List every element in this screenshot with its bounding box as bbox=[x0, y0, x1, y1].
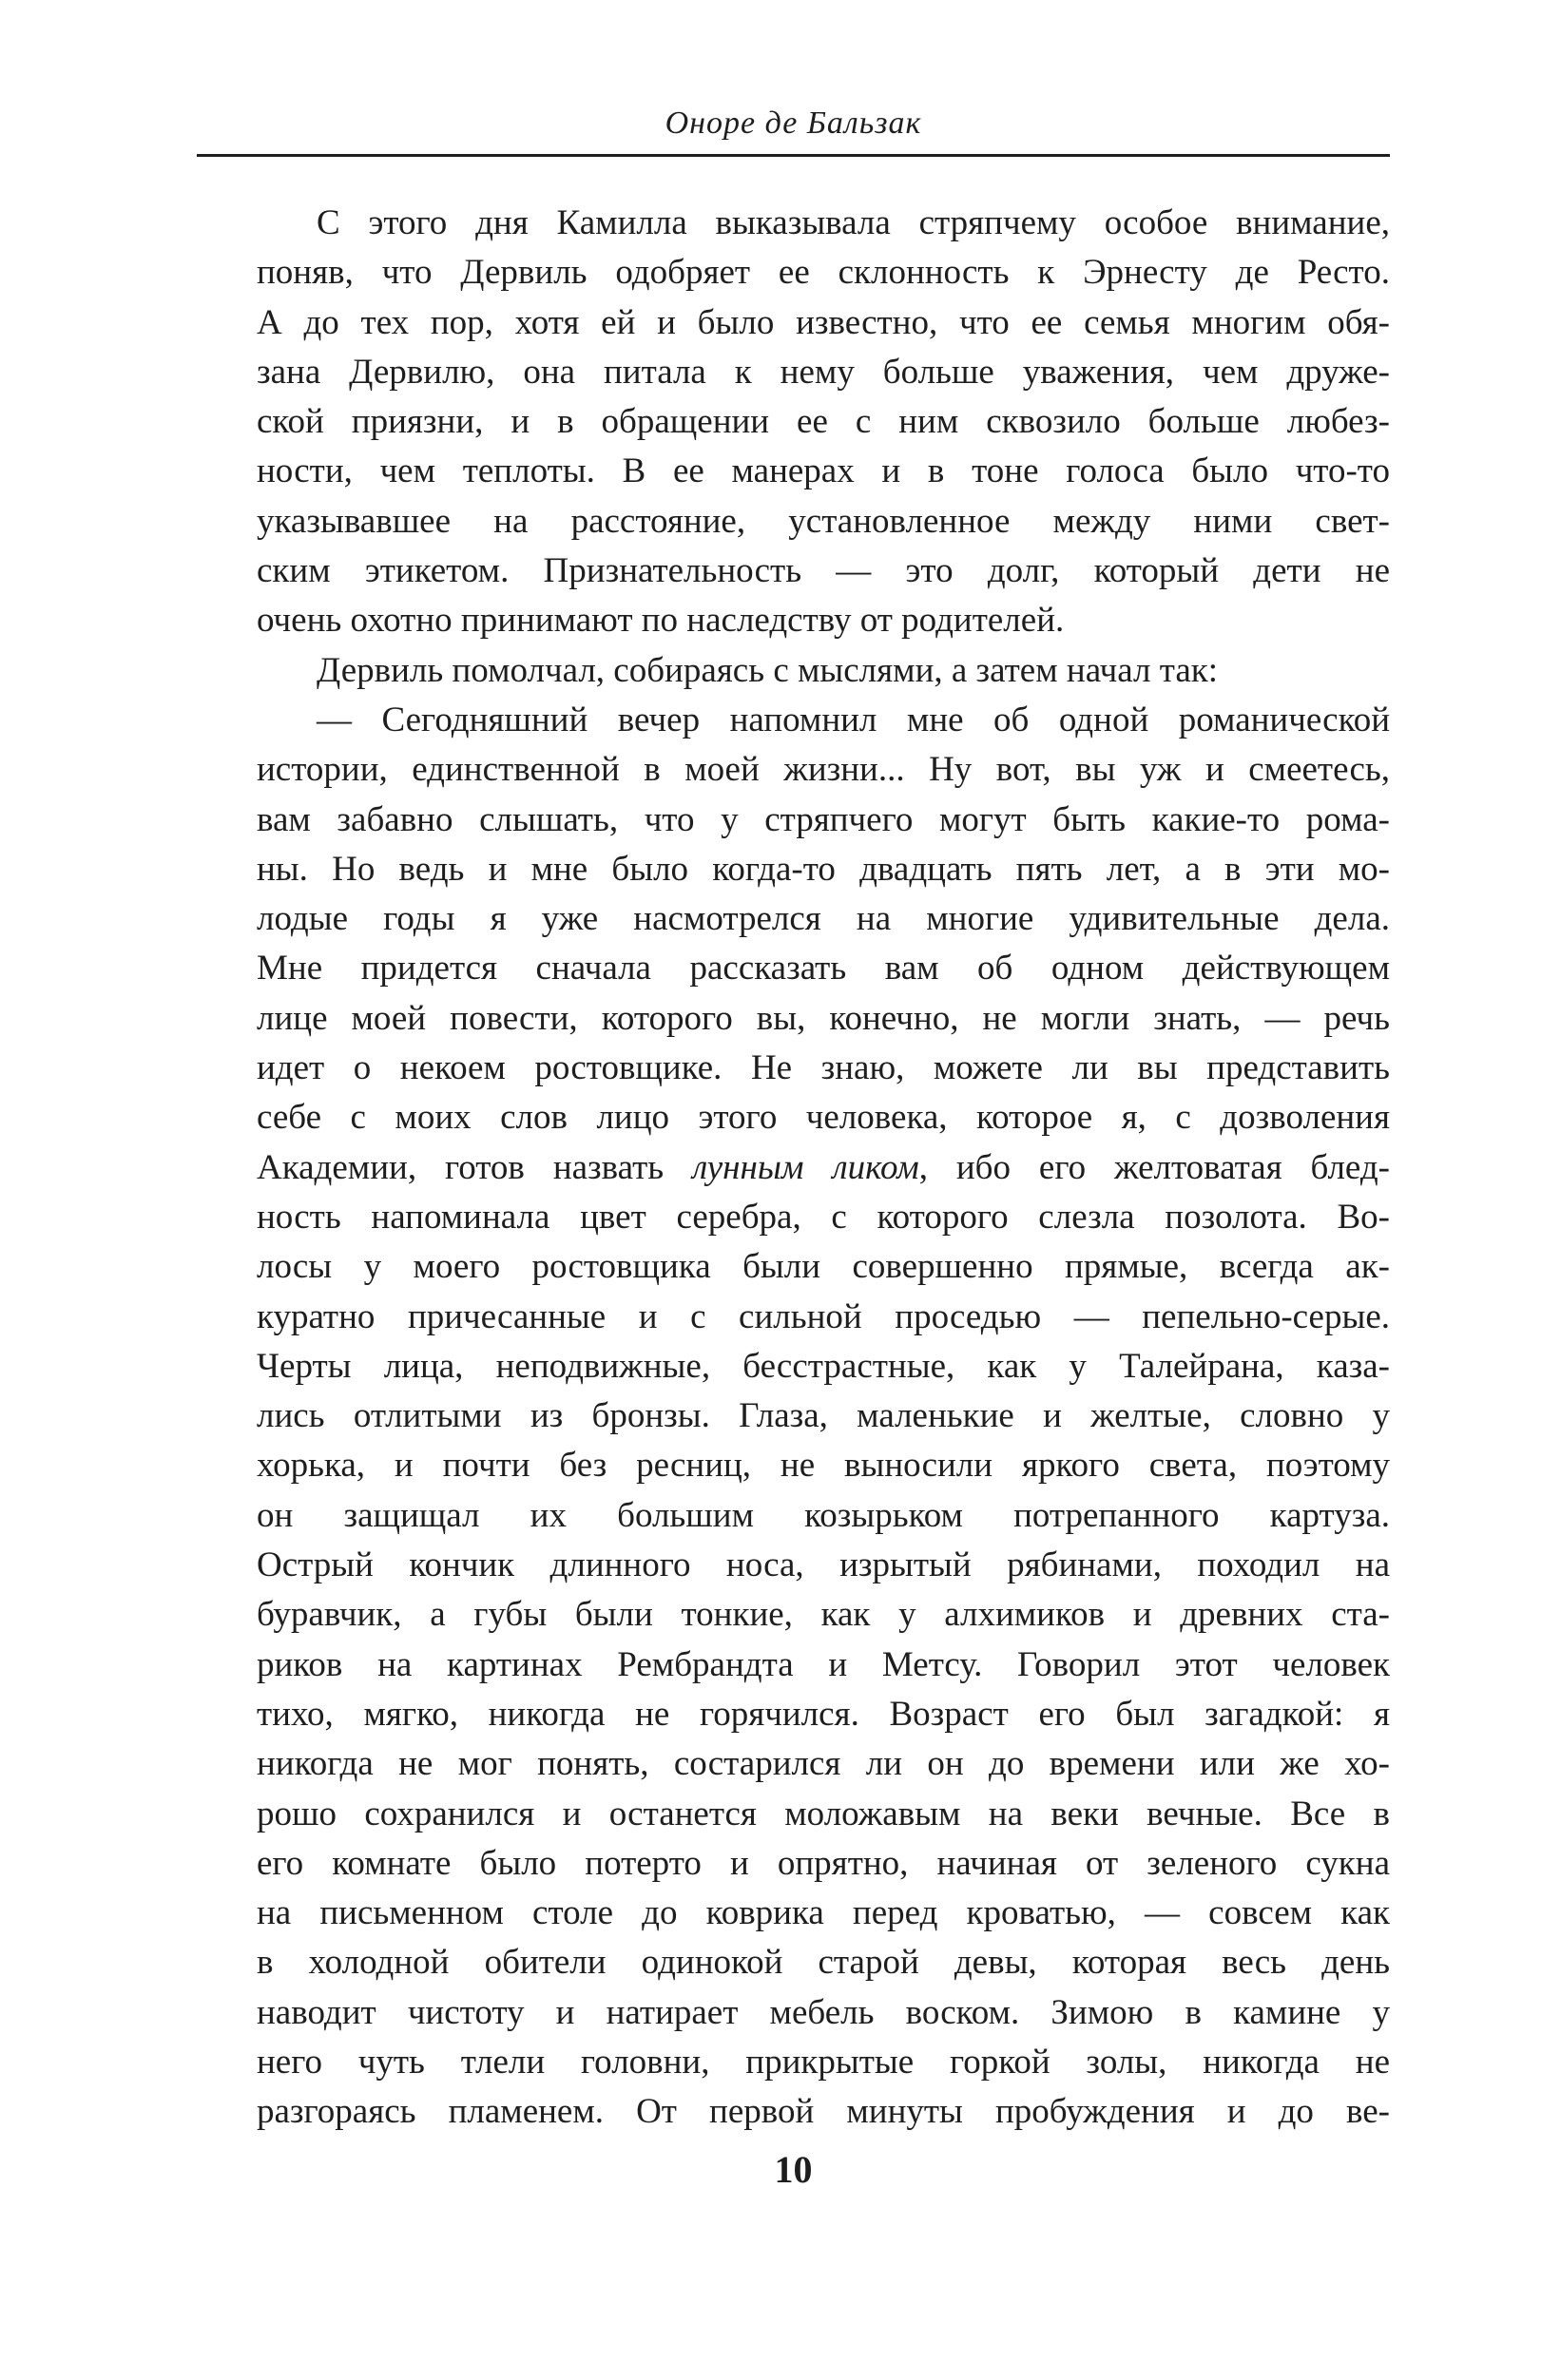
text-line: он защищал их большим козырьком потрепанного картуза. bbox=[257, 1495, 1390, 1535]
text-line: хорька, и почти без ресниц, не выносили яркого света, поэтому bbox=[257, 1446, 1390, 1486]
body-text bbox=[197, 199, 1390, 2138]
text-line: лодые годы я уже насмотрелся на многие удивительные дела. bbox=[257, 899, 1390, 939]
text-line-with-italic-term bbox=[197, 1143, 1390, 1193]
text-line: на письменном столе до коврика перед кроватью, — совсем как bbox=[257, 1893, 1390, 1933]
text-line: ности, чем теплоты. В ее манерах и в тоне голоса было что-то bbox=[257, 451, 1390, 491]
text-line: зана Дервилю, она питала к нему больше уважения, чем друже- bbox=[257, 352, 1390, 392]
text-fragment: , ибо его желтоватая блед- bbox=[918, 1147, 1391, 1187]
text-line: рошо сохранился и останется моложавым на веки вечные. Все в bbox=[257, 1794, 1390, 1833]
text-line: ским этикетом. Признательность — это долг, который дети не bbox=[257, 551, 1390, 591]
text-line: С этого дня Камилла выказывала стряпчему особое внимание, bbox=[317, 203, 1390, 242]
text-line: лосы у моего ростовщика были совершенно прямые, всегда ак- bbox=[257, 1247, 1390, 1287]
text-line: ность напоминала цвет серебра, с которого слезла позолота. Во- bbox=[257, 1197, 1390, 1237]
paragraph-1 bbox=[197, 199, 1390, 646]
text-line: идет о некоем ростовщике. Не знаю, можете ли вы представить bbox=[257, 1048, 1390, 1088]
running-head-title: Оноре де Бальзак bbox=[665, 106, 922, 141]
text-line: лице моей повести, которого вы, конечно, не могли знать, — речь bbox=[257, 998, 1390, 1038]
text-line: никогда не мог понять, состарился ли он до времени или же хо- bbox=[257, 1744, 1390, 1784]
text-line: указывавшее на расстояние, установленное между ними свет- bbox=[257, 501, 1390, 541]
text-line: лись отлитыми из бронзы. Глаза, маленькие и желтые, словно у bbox=[257, 1396, 1390, 1436]
text-line: поняв, что Дервиль одобряет ее склонность к Эрнесту де Ресто. bbox=[257, 253, 1390, 293]
text-line: А до тех пор, хотя ей и было известно, что ее семья многим обя- bbox=[257, 302, 1390, 342]
text-line: разгораясь пламенем. От первой минуты пробуждения и до ве- bbox=[257, 2092, 1390, 2132]
text-line: в холодной обители одинокой старой девы, которая весь день bbox=[257, 1943, 1390, 1983]
text-line: риков на картинах Рембрандта и Метсу. Говорил этот человек bbox=[257, 1644, 1390, 1684]
text-line: ны. Но ведь и мне было когда-то двадцать пять лет, а в эти мо- bbox=[257, 849, 1390, 889]
paragraph-2 bbox=[197, 646, 1390, 696]
text-line: его комнате было потерто и опрятно, начиная от зеленого сукна bbox=[257, 1843, 1390, 1883]
text-line: Острый кончик длинного носа, изрытый рябинами, походил на bbox=[257, 1545, 1390, 1585]
text-line: ской приязни, и в обращении ее с ним сквозило больше любез- bbox=[257, 402, 1390, 442]
text-line: Мне придется сначала рассказать вам об одном действующем bbox=[257, 949, 1390, 988]
text-fragment: Академии, готов назвать bbox=[257, 1147, 693, 1187]
text-line: — Сегодняшний вечер напомнил мне об одной романической bbox=[317, 700, 1390, 739]
text-line: тихо, мягко, никогда не горячился. Возраст его был загадкой: я bbox=[257, 1694, 1390, 1734]
text-line: очень охотно принимают по наследству от родителей. bbox=[257, 601, 1065, 641]
italic-term: лунным ликом bbox=[692, 1147, 919, 1187]
text-line: Черты лица, неподвижные, бесстрастные, как у Талейрана, каза- bbox=[257, 1346, 1390, 1386]
text-line: истории, единственной в моей жизни... Ну вот, вы уж и смеетесь, bbox=[257, 750, 1390, 790]
text-line: него чуть тлели головни, прикрытые горкой золы, никогда не bbox=[257, 2042, 1390, 2082]
page-number: 10 bbox=[774, 2148, 813, 2191]
text-line: буравчик, а губы были тонкие, как у алхимиков и древних ста- bbox=[257, 1595, 1390, 1635]
text-line: наводит чистоту и натирает мебель воском. Зимою в камине у bbox=[257, 1992, 1390, 2032]
text-line: себе с моих слов лицо этого человека, которое я, с дозволения bbox=[257, 1098, 1390, 1138]
header-rule bbox=[197, 154, 1390, 157]
text-line: вам забавно слышать, что у стряпчего могут быть какие-то рома- bbox=[257, 799, 1390, 839]
text-line: Дервиль помолчал, собираясь с мыслями, а затем начал так: bbox=[317, 650, 1218, 690]
text-line: куратно причесанные и с сильной проседью — пепельно-серые. bbox=[257, 1296, 1390, 1336]
paragraph-3 bbox=[197, 696, 1390, 2138]
